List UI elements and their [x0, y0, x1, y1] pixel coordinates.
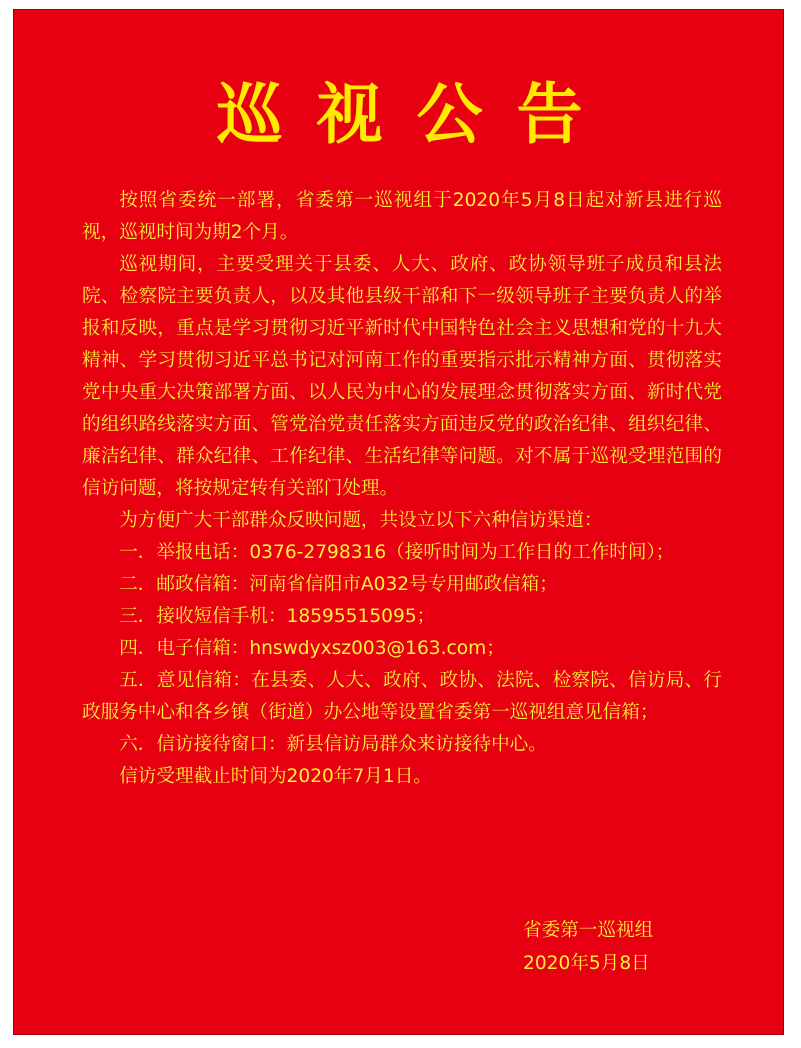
paragraph-scope: 巡视期间，主要受理关于县委、人大、政府、政协领导班子成员和县法院、检察院主要负责人，以及其他县级干部和下一级领导班子主要负责人的举报和反映，重点是学习贯彻习近平新时代中国特色社会主义思想和党的十九大精神、学习贯彻习近平总书记对河南工作的重要指示批示精神方面、贯彻落实党中央重大决策部署方面、以人民为中心的发展理念贯彻落实方面、新时代党的组织路线落实方面、管党治党责任落实方面违反党的政治纪律、组织纪律、廉洁纪律、群众纪律、工作纪律、生活纪律等问题。对不属于巡视受理范围的信访问题，将按规定转有关部门处理。 [82, 254, 722, 499]
signature-date: 2020年5月8日 [523, 953, 650, 974]
channel-sms: 三．接收短信手机：18595515095； [119, 606, 436, 627]
notice-poster [13, 9, 784, 1035]
signature-block [523, 914, 653, 980]
channel-postal-box: 二．邮政信箱：河南省信阳市A032号专用邮政信箱； [119, 574, 558, 595]
notice-body [82, 185, 722, 793]
signature-org: 省委第一巡视组 [523, 920, 654, 941]
paragraph-channels-intro: 为方便广大干部群众反映问题，共设立以下六种信访渠道： [119, 510, 603, 531]
channel-suggestion-box: 五．意见信箱：在县委、人大、政府、政协、法院、检察院、信访局、行政服务中心和各乡镇（街道）办公地等设置省委第一巡视组意见信箱； [82, 670, 722, 723]
notice-title: 巡视公告 [216, 75, 617, 153]
channel-email: 四．电子信箱：hnswdyxsz003@163.com； [119, 638, 505, 659]
channel-reception-window: 六．信访接待窗口：新县信访局群众来访接待中心。 [119, 734, 547, 755]
paragraph-intro: 按照省委统一部署，省委第一巡视组于2020年5月8日起对新县进行巡视，巡视时间为期2个月。 [82, 190, 722, 243]
channel-phone: 一．举报电话：0376-2798316（接听时间为工作日的工作时间）； [119, 542, 675, 563]
paragraph-deadline: 信访受理截止时间为2020年7月1日。 [119, 766, 432, 787]
